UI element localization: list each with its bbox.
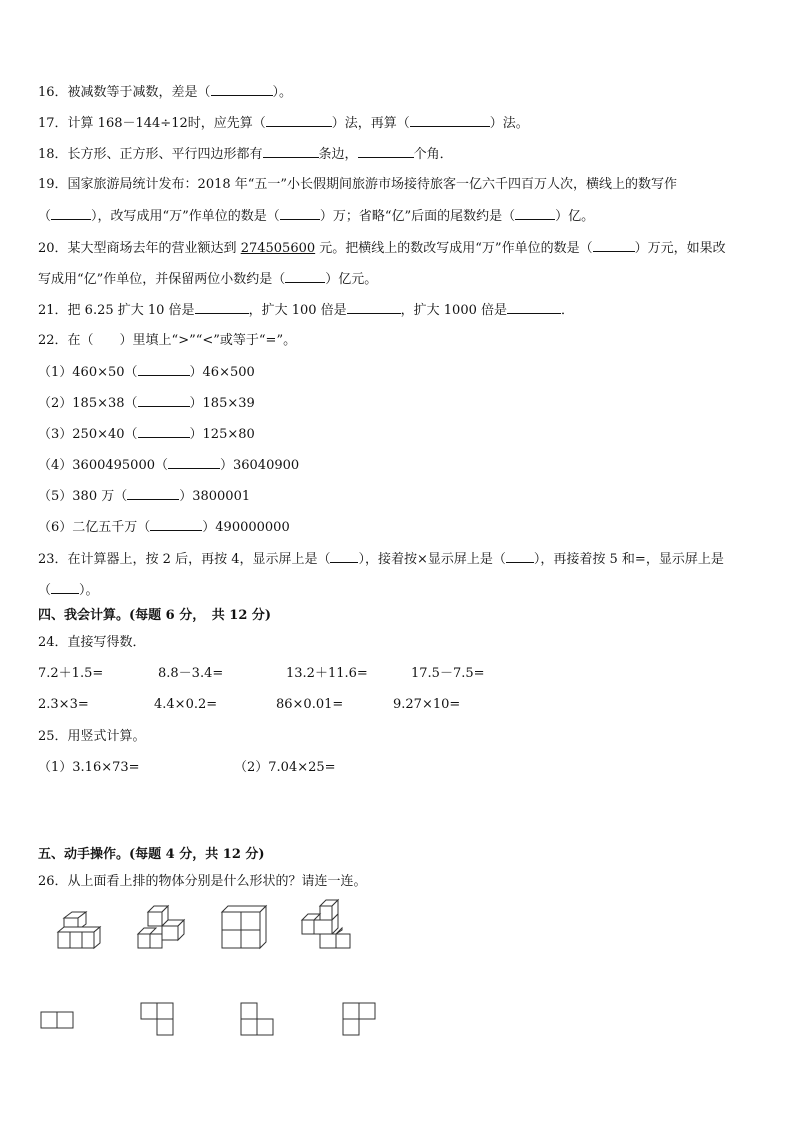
- question-19-line-1: 19．国家旅游局统计发布：2018 年“五一”小长假期间旅游市场接待旅客一亿六千四百万人次，横线上的数写作: [38, 177, 678, 192]
- answer-blank[interactable]: [263, 145, 319, 158]
- answer-blank[interactable]: [410, 114, 490, 127]
- answer-blank[interactable]: [127, 487, 179, 500]
- calc-item: 17.5－7.5=: [411, 666, 485, 681]
- answer-blank[interactable]: [150, 518, 202, 531]
- underlined-number: 274505600: [240, 241, 316, 256]
- answer-blank[interactable]: [51, 207, 91, 220]
- answer-blank[interactable]: [593, 239, 635, 252]
- question-16: 16．被减数等于减数，差是（ ）。: [38, 85, 293, 100]
- answer-blank[interactable]: [211, 83, 273, 96]
- top-view-2: [140, 1002, 176, 1038]
- question-18: 18．长方形、正方形、平行四边形都有 条边， 个角．: [38, 147, 453, 162]
- answer-blank[interactable]: [138, 425, 190, 438]
- question-21: 21．把 6.25 扩大 10 倍是 ，扩大 100 倍是 ，扩大 1000 倍是 ．: [38, 303, 575, 318]
- question-23-line-2: （ ）。: [38, 583, 99, 598]
- answer-blank[interactable]: [138, 394, 190, 407]
- cube-solid-3: [220, 904, 270, 952]
- question-19-line-2: （ ），改写成用“万”作单位的数是（ ）万；省略“亿”后面的尾数约是（ ）亿。: [38, 209, 595, 224]
- answer-blank[interactable]: [280, 207, 320, 220]
- compare-item: （6）二亿五千万（ ）490000000: [38, 520, 290, 535]
- answer-blank[interactable]: [358, 145, 414, 158]
- answer-blank[interactable]: [285, 270, 325, 283]
- answer-blank[interactable]: [51, 581, 79, 594]
- top-view-4: [342, 1002, 378, 1038]
- calc-item: 13.2＋11.6=: [286, 666, 368, 681]
- answer-blank[interactable]: [515, 207, 555, 220]
- question-17: 17．计算 168－144÷12时，应先算（ ）法，再算（ ）法。: [38, 116, 529, 131]
- vertical-calc-item: （1）3.16×73=: [38, 760, 140, 775]
- compare-item: （1）460×50（ ）46×500: [38, 365, 255, 380]
- answer-blank[interactable]: [195, 301, 249, 314]
- cube-solid-2: [136, 904, 188, 954]
- question-26-title: 26．从上面看上排的物体分别是什么形状的？请连一连。: [38, 874, 367, 889]
- top-view-1: [40, 1010, 76, 1030]
- question-23-line-1: 23．在计算器上，按 2 后，再按 4，显示屏上是（ ），接着按×显示屏上是（ ），再接着按 5 和=，显示屏上是: [38, 552, 724, 567]
- calc-item: 9.27×10=: [393, 697, 461, 712]
- vertical-calc-item: （2）7.04×25=: [234, 760, 336, 775]
- compare-item: （3）250×40（ ）125×80: [38, 427, 255, 442]
- top-view-3: [240, 1002, 276, 1038]
- calc-item: 8.8－3.4=: [158, 666, 224, 681]
- compare-item: （2）185×38（ ）185×39: [38, 396, 255, 411]
- cube-solid-1: [56, 910, 106, 950]
- compare-item: （5）380 万（ ）3800001: [38, 489, 251, 504]
- calc-item: 2.3×3=: [38, 697, 89, 712]
- calc-item: 7.2＋1.5=: [38, 666, 104, 681]
- calc-item: 4.4×0.2=: [154, 697, 218, 712]
- answer-blank[interactable]: [330, 550, 358, 563]
- cube-solid-4: [300, 898, 356, 954]
- calc-item: 86×0.01=: [276, 697, 344, 712]
- section-4-heading: 四、我会计算。(每题 6 分， 共 12 分): [38, 608, 272, 623]
- question-22-title: 22．在（ ）里填上“>”“<”或等于“=”。: [38, 333, 297, 348]
- answer-blank[interactable]: [138, 363, 190, 376]
- question-20-line-1: 20．某大型商场去年的营业额达到 274505600 元。把横线上的数改写成用“万”作单位的数是（ ）万元，如果改: [38, 241, 726, 256]
- answer-blank[interactable]: [266, 114, 332, 127]
- answer-blank[interactable]: [507, 301, 561, 314]
- question-25-title: 25．用竖式计算。: [38, 729, 146, 744]
- question-24-title: 24．直接写得数．: [38, 635, 146, 650]
- question-20-line-2: 写成用“亿”作单位，并保留两位小数约是（ ）亿元。: [38, 272, 378, 287]
- answer-blank[interactable]: [506, 550, 534, 563]
- section-5-heading: 五、动手操作。(每题 4 分，共 12 分): [38, 847, 265, 862]
- compare-item: （4）3600495000（ ）36040900: [38, 458, 300, 473]
- answer-blank[interactable]: [168, 456, 220, 469]
- answer-blank[interactable]: [347, 301, 401, 314]
